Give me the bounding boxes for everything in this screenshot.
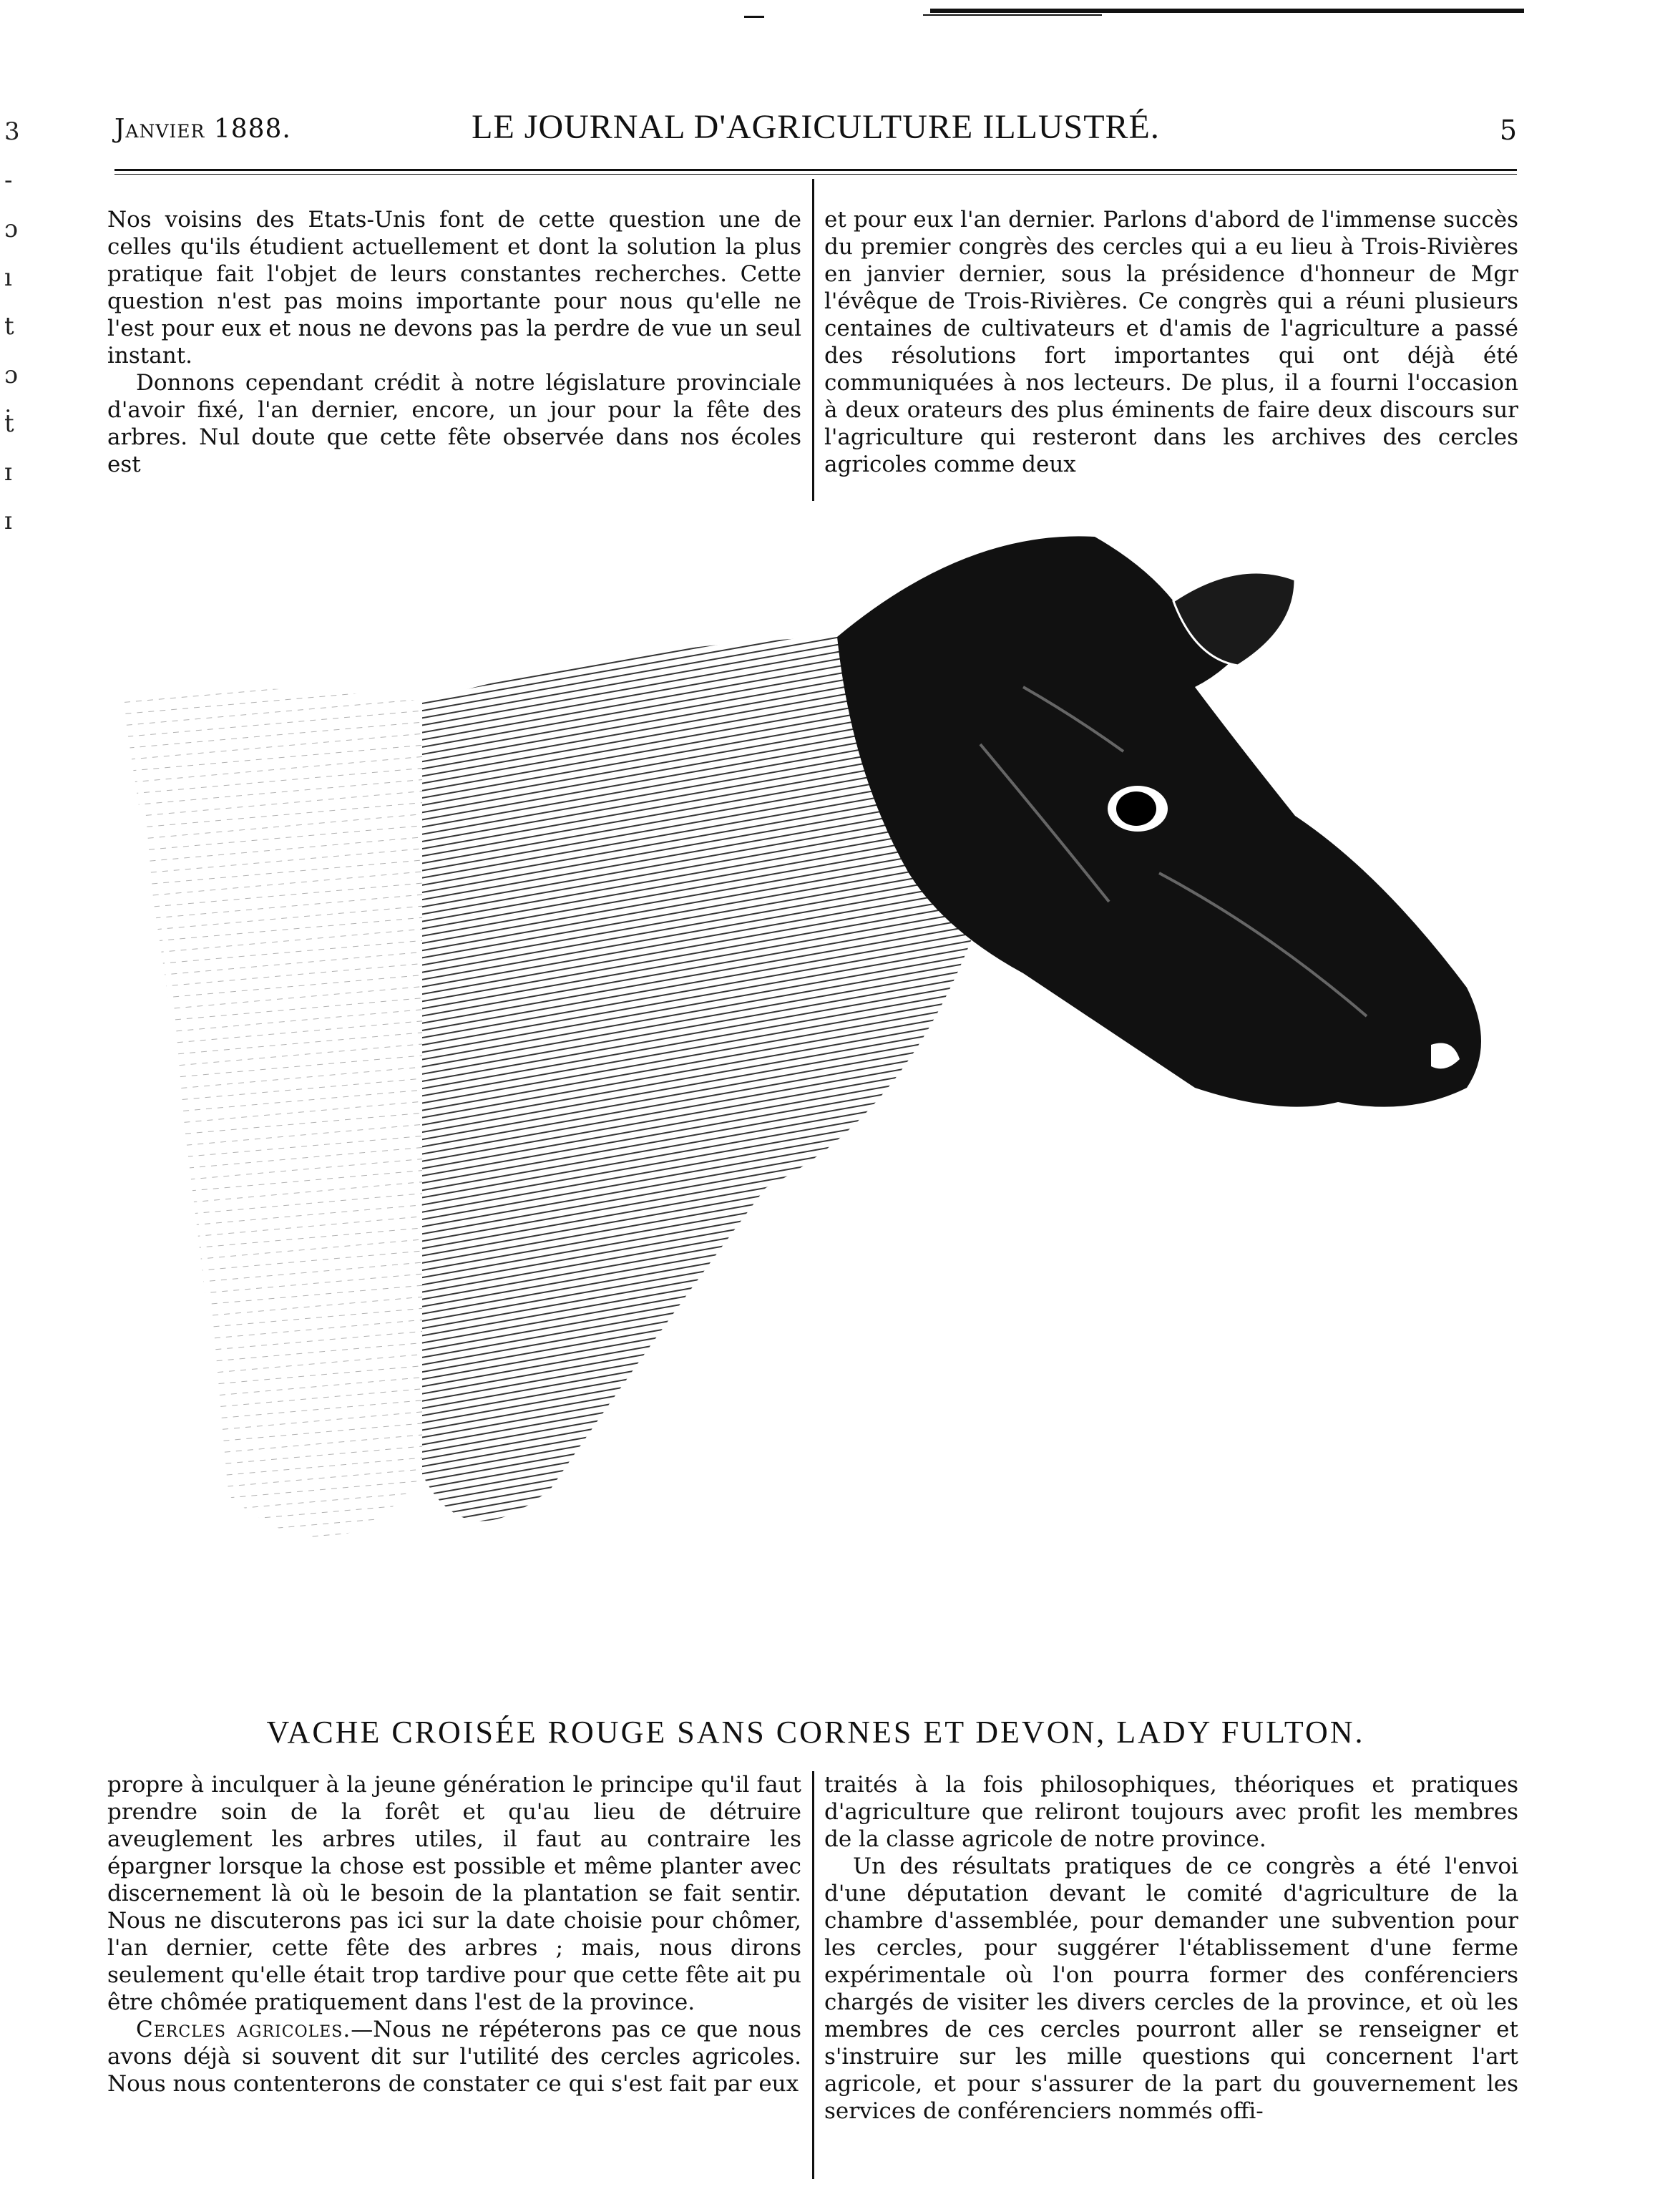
article-column-left-bottom — [107, 1771, 801, 2172]
margin-mark: 3 — [4, 117, 20, 146]
margin-mark: ɔ — [4, 215, 19, 243]
article-column-right-top — [824, 206, 1518, 500]
top-border-line — [930, 9, 1524, 13]
paragraph: et pour eux l'an dernier. Parlons d'abord de l'immense succès du premier congrès des cercles qui a eu lieu à Trois-Rivières en janvier dernier, sous la présidence d'honneur de Mgr l'évêque de Trois-Rivières. Ce congrès qui a réuni plusieurs centaines de cultivateurs et d'amis de l'agriculture a passé des résolutions fort importantes qui ont déjà été communiquées à nos lecteurs. De plus, il a fourni l'occasion à deux orateurs des plus éminents de faire deux discours sur l'agriculture qui resteront dans les archives des cercles agricoles comme deux — [824, 207, 1518, 477]
margin-mark: ṫ — [4, 409, 14, 438]
header-rule-thin — [114, 174, 1517, 175]
page-number: 5 — [1499, 115, 1517, 146]
section-text: —Nous ne répéterons pas ce que nous avons déjà si souvent dit sur l'utilité des cercles agricoles. Nous nous contenterons de constater ce qui s'est fait par eux — [107, 2017, 801, 2097]
paragraph: propre à inculquer à la jeune génération le principe qu'il faut prendre soin de la forêt et qu'au lieu de détruire aveuglement les arbres utiles, il faut au contraire les épargner lorsque la chose est possible et même planter avec discernement là où le besoin de la plantation se fait sentir. Nous ne discuterons pas ici sur la date choisie pour chômer, l'an dernier, cette fête des arbres ; mais, nous dirons seulement qu'elle était trop tardive pour que cette fête ait pu être chômée pratiquement dans l'est de la province. — [107, 1772, 801, 2015]
paragraph: Un des résultats pratiques de ce congrès a été l'envoi d'une députation devant le comité d'agriculture de la chambre d'assemblée, pour demander une subvention pour les cercles, pour suggérer l'établissement d'une ferme expérimentale où l'on pourra former des conférenciers chargés de visiter les divers cercles de la province, et où les membres de ces cercles pourront aller se renseigner et s'instruire sur les mille questions qui concernent l'art agricole, et pour s'assurer de la part du gouvernement les services de conférenciers nommés offi- — [824, 1853, 1518, 2124]
journal-title: LE JOURNAL D'AGRICULTURE ILLUSTRÉ. — [472, 108, 1160, 146]
left-margin-marks — [4, 107, 24, 545]
paragraph — [107, 2016, 801, 2097]
article-column-right-bottom — [824, 1771, 1518, 2172]
page-header — [114, 107, 1517, 157]
margin-mark: ı — [4, 263, 12, 292]
top-dash-mark — [744, 16, 764, 18]
paragraph: Nos voisins des Etats-Unis font de cette question une de celles qu'ils étudient actuellement et dont la solution la plus pratique fait l'objet de leurs constantes recherches. Cette question n'est pas moins importante pour nous qu'elle ne l'est pour eux et nous ne devons pas la perdre de vue un seul instant. — [107, 207, 801, 369]
paragraph: traités à la fois philosophiques, théoriques et pratiques d'agriculture que reliront toujours avec profit les membres de la classe agricole de notre province. — [824, 1772, 1518, 1852]
margin-mark: ɔ — [4, 361, 19, 389]
cow-engraving-icon — [122, 472, 1510, 1703]
margin-mark: ɪ — [4, 507, 12, 535]
cow-illustration — [122, 472, 1510, 1703]
header-rule — [114, 169, 1517, 171]
column-divider — [812, 179, 814, 501]
issue-date: Janvier 1888. — [114, 115, 291, 144]
illustration-caption: VACHE CROISÉE ROUGE SANS CORNES ET DEVON, LADY FULTON. — [266, 1715, 1365, 1750]
paragraph: Donnons cependant crédit à notre législature provinciale d'avoir fixé, l'an dernier, encore, un jour pour la fête des arbres. Nul doute que cette fête observée dans nos écoles est — [107, 370, 801, 477]
margin-mark: ɪ — [4, 458, 12, 487]
top-border-line-thin — [923, 14, 1102, 16]
article-column-left-top — [107, 206, 801, 500]
margin-mark: - — [4, 166, 13, 195]
column-divider — [812, 1771, 814, 2179]
margin-mark: t — [4, 312, 14, 341]
section-heading: Cercles agricoles. — [136, 2017, 351, 2042]
